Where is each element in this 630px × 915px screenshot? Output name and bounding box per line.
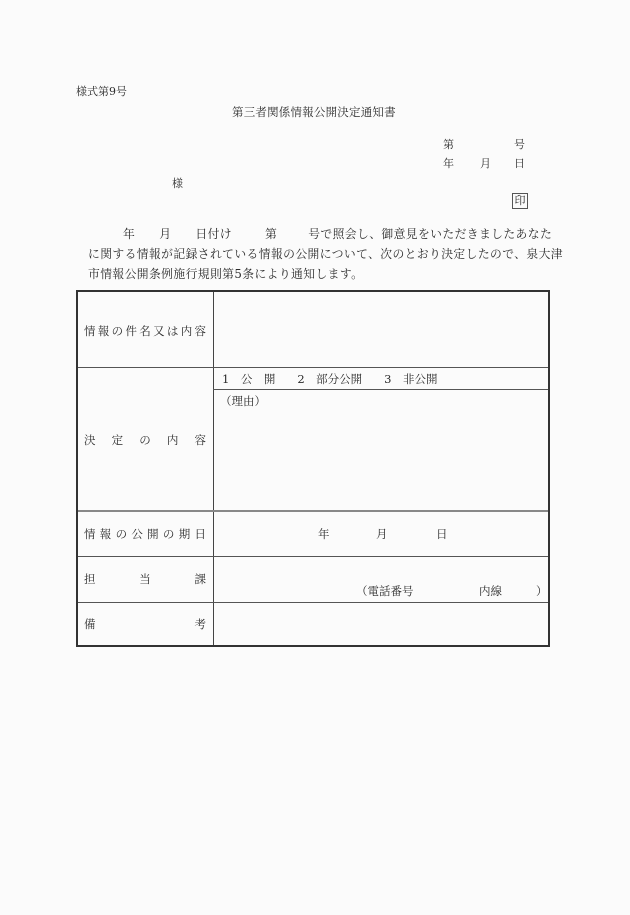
row-divider: [78, 602, 548, 603]
column-divider: [213, 292, 214, 645]
label-remarks: 備 考: [84, 617, 206, 631]
disclosure-date-month: 月: [376, 527, 388, 541]
inquiry-day-dated: 日付け: [195, 227, 232, 241]
issue-date-day: 日: [514, 157, 525, 170]
row-divider: [213, 389, 548, 390]
disclosure-date-year: 年: [318, 527, 330, 541]
body-line-1-text: 号で照会し、御意見をいただきましたあなた: [308, 227, 553, 241]
issue-date-month: 月: [480, 157, 491, 170]
document-title: 第三者関係情報公開決定通知書: [232, 105, 396, 119]
body-line-3: 市情報公開条例施行規則第5条により通知します。: [88, 267, 364, 281]
body-line-1: [88, 226, 552, 242]
inquiry-number-prefix: 第: [265, 227, 278, 241]
reference-number-suffix: 号: [514, 138, 525, 151]
row-divider: [78, 367, 548, 368]
disclosure-date-day: 日: [436, 527, 448, 541]
label-responsible-department: 担 当 課: [84, 572, 206, 586]
option-non-disclose[interactable]: 3 非公開: [384, 372, 438, 386]
row-divider: [78, 510, 548, 512]
phone-close-paren: ）: [536, 584, 548, 598]
addressee-honorific: 様: [172, 177, 183, 190]
inquiry-year: 年: [123, 227, 136, 241]
seal-stamp-icon: 印: [512, 193, 528, 209]
option-disclose[interactable]: 1 公 開: [222, 372, 276, 386]
row-divider: [78, 556, 548, 557]
body-line-2: に関する情報が記録されている情報の公開について、次のとおり決定したので、泉大津: [88, 247, 563, 261]
decision-table: [76, 290, 550, 647]
phone-number-label: （電話番号: [356, 584, 414, 598]
inquiry-month: 月: [159, 227, 172, 241]
form-number: 様式第9号: [76, 85, 127, 98]
label-disclosure-date: 情 報 の 公 開 の 期 日: [84, 527, 206, 541]
decision-options: [222, 372, 437, 386]
extension-label: 内線: [479, 584, 502, 598]
issue-date-year: 年: [443, 157, 454, 170]
option-partial-disclose[interactable]: 2 部分公開: [297, 372, 363, 386]
reference-number-prefix: 第: [443, 138, 454, 151]
label-info-subject: 情 報 の 件 名 又 は 内 容: [84, 324, 206, 338]
remarks-field[interactable]: [218, 606, 538, 642]
info-subject-field[interactable]: [218, 298, 538, 363]
reason-label: （理由）: [220, 394, 266, 408]
label-decision-content: 決 定 の 内 容: [84, 433, 206, 447]
